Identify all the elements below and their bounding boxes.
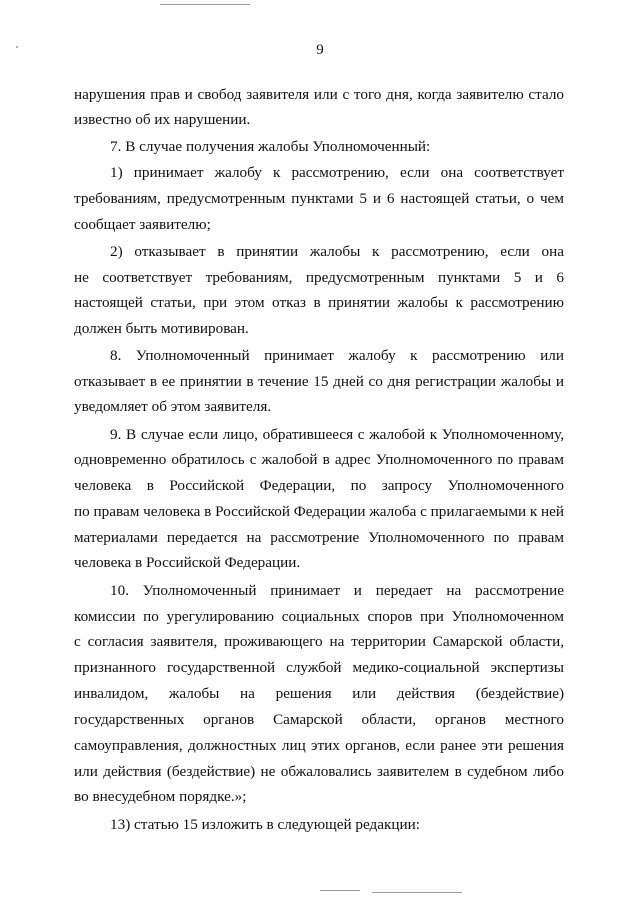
text-line: 13) статью 15 изложить в следующей редакции: xyxy=(110,816,420,833)
text-line: настоящей статьи, при этом отказ в принятии жалобы к рассмотрению xyxy=(74,294,564,311)
text-line: 2) отказывает в принятии жалобы к рассмотрению, если она xyxy=(110,243,564,260)
text-line: одновременно обратилось с жалобой в адрес Уполномоченного по правам xyxy=(74,451,564,468)
text-line: признанного государственной службой медико-социальной экспертизы xyxy=(74,659,564,676)
text-line: государственных органов Самарской области, органов местного xyxy=(74,711,564,728)
text-line: требованиям, предусмотренным пунктами 5 и 6 настоящей статьи, о чем xyxy=(74,190,564,207)
text-line: известно об их нарушении. xyxy=(74,111,251,128)
text-line: комиссии по урегулированию социальных споров при Уполномоченном xyxy=(74,608,564,625)
text-line: во внесудебном порядке.»; xyxy=(74,788,247,805)
text-line: 7. В случае получения жалобы Уполномоченный: xyxy=(110,138,431,155)
text-line: по правам человека в Российской Федерации жалоба с прилагаемыми к ней xyxy=(74,503,564,520)
text-line: человека в Российской Федерации. xyxy=(74,554,301,571)
text-line: сообщает заявителю; xyxy=(74,216,211,233)
text-line: должен быть мотивирован. xyxy=(74,320,249,337)
text-line: человека в Российской Федерации, по запросу Уполномоченного xyxy=(74,477,564,494)
text-line: нарушения прав и свобод заявителя или с того дня, когда заявителю стало xyxy=(74,86,564,103)
text-line: с согласия заявителя, проживающего на территории Самарской области, xyxy=(74,633,564,650)
text-line: 8. Уполномоченный принимает жалобу к рассмотрению или xyxy=(110,347,564,364)
text-line: не соответствует требованиям, предусмотренным пунктами 5 и 6 xyxy=(74,269,564,286)
text-line: отказывает в ее принятии в течение 15 дней со дня регистрации жалобы и xyxy=(74,373,564,390)
text-line: 9. В случае если лицо, обратившееся с жалобой к Уполномоченному, xyxy=(110,426,564,443)
text-line: или действия (бездействие) не обжаловались заявителем в судебном либо xyxy=(74,763,564,780)
text-line: инвалидом, жалобы на решения или действия (бездействие) xyxy=(74,685,564,702)
text-line: материалами передается на рассмотрение Уполномоченного по правам xyxy=(74,529,564,546)
text-line: уведомляет об этом заявителя. xyxy=(74,398,272,415)
text-line: самоуправления, должностных лиц этих органов, если ранее эти решения xyxy=(74,737,564,754)
scan-mark-bottom-1 xyxy=(320,890,360,891)
scan-mark-top xyxy=(160,4,250,5)
scan-mark-bottom-2 xyxy=(372,892,462,893)
text-line: 10. Уполномоченный принимает и передает на рассмотрение xyxy=(110,582,564,599)
page-number: 9 xyxy=(316,42,324,58)
text-line: 1) принимает жалобу к рассмотрению, если она соответствует xyxy=(110,164,564,181)
